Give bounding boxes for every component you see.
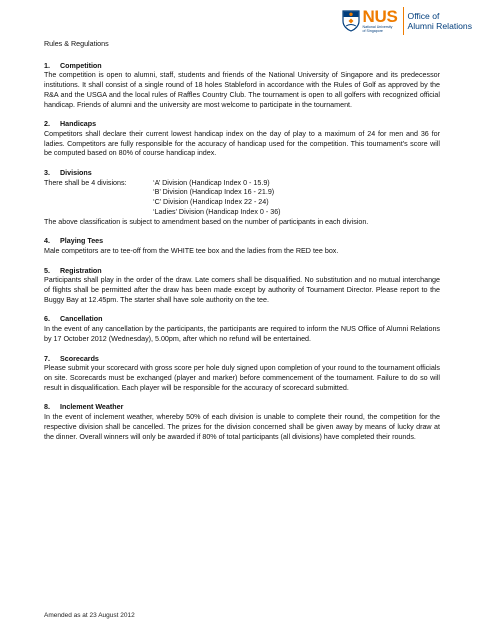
section-number: 1. <box>44 61 50 70</box>
division-item: ‘A’ Division (Handicap Index 0 - 15.9) <box>153 178 270 187</box>
office-name: Office of Alumni Relations <box>407 11 472 31</box>
page-title: Rules & Regulations <box>44 40 109 48</box>
section-heading <box>44 403 440 413</box>
section-text: The competition is open to alumni, staff, students and friends of the National University of Singapore and its predecessor institutions. It shall consist of a single round of 18 holes Stableford in accordance with the Rules of Golf as approved by the R&A and the USGA and the local rules of Raffles Country Club. The tournament is open to all golfers with recognized official handicap. Friends of alumni and the university are most welcome to participate in the tournament. <box>44 71 440 109</box>
section-heading <box>44 237 440 247</box>
section-text: In the event of inclement weather, whereby 50% of each division is unable to complete their round, the competition for the respective division shall be cancelled. The prizes for the division concerned shall be given away by means of lucky draw at the dinner. Overall winners will only be awarded if 80% of total participants (all divisions) have completed their rounds. <box>44 413 440 441</box>
section-number: 7. <box>44 354 50 363</box>
section-number: 4. <box>44 237 50 246</box>
section-handicaps <box>44 120 440 159</box>
section-number: 2. <box>44 120 50 129</box>
section-scorecards <box>44 355 440 394</box>
division-item: ‘Ladies’ Division (Handicap Index 0 - 36) <box>153 207 281 216</box>
logo-university-name: National University of Singapore <box>362 25 393 33</box>
section-inclement-weather <box>44 403 440 442</box>
section-heading <box>44 120 440 130</box>
divisions-intro: There shall be 4 divisions: <box>44 178 127 187</box>
section-title: Handicaps <box>60 120 97 129</box>
division-item: ‘C’ Division (Handicap Index 22 - 24) <box>153 198 269 207</box>
section-number: 5. <box>44 266 50 275</box>
section-cancellation <box>44 315 440 344</box>
nus-crest-icon <box>342 10 360 32</box>
section-title: Scorecards <box>60 354 99 363</box>
section-number: 6. <box>44 315 50 324</box>
section-text: Competitors shall declare their current lowest handicap index on the day of play to a maximum of 24 for men and 36 for ladies. Competitors are fully responsible for the accuracy of handicap used for the competition. This tournament’s score will be computed based on 80% of course handicap index. <box>44 129 440 158</box>
section-title: Cancellation <box>60 315 103 324</box>
section-playing-tees <box>44 237 440 256</box>
section-text: Participants shall play in the order of the draw. Late comers shall be disqualified. No substitution and no mutual interchange of flights shall be permitted after the draw has been made except by authority of Tournament Director. Please report to the Buggy Bay at 12.45pm. The starter shall have sole authority on the tee. <box>44 276 440 304</box>
section-registration <box>44 267 440 306</box>
logo-divider <box>403 7 404 35</box>
nus-logo <box>342 6 472 36</box>
division-item: ‘B’ Division (Handicap Index 16 - 21.9) <box>153 188 275 197</box>
section-heading <box>44 169 440 179</box>
division-row <box>44 179 440 189</box>
section-title: Playing Tees <box>60 237 104 246</box>
section-number: 8. <box>44 403 50 412</box>
section-heading <box>44 62 440 72</box>
document-body <box>44 40 440 452</box>
section-divisions <box>44 169 440 227</box>
section-heading <box>44 355 440 365</box>
section-number: 3. <box>44 169 50 178</box>
section-heading <box>44 267 440 277</box>
section-title: Divisions <box>60 169 92 178</box>
section-title: Registration <box>60 266 102 275</box>
section-text: In the event of any cancellation by the participants, the participants are required to inform the NUS Office of Alumni Relations by 17 October 2012 (Wednesday), 5.00pm, after which no refund will be entertained. <box>44 325 440 343</box>
section-text: Male competitors are to tee-off from the WHITE tee box and the ladies from the RED tee box. <box>44 246 339 255</box>
section-title: Inclement Weather <box>60 403 124 412</box>
logo-nus-text: NUS <box>362 7 398 26</box>
section-title: Competition <box>60 61 102 70</box>
section-competition <box>44 62 440 111</box>
section-text: Please submit your scorecard with gross score per hole duly signed upon completion of your round to the tournament officials on site. Scorecards must be exchanged (player and marker) before commencement of the tournament. Failure to do so will result in disqualification. Each player will be responsible for the accuracy of scorecard submitted. <box>44 364 440 392</box>
footer-amended-date: Amended as at 23 August 2012 <box>44 612 135 619</box>
section-text: The above classification is subject to amendment based on the number of participants in each division. <box>44 217 369 226</box>
section-heading <box>44 315 440 325</box>
